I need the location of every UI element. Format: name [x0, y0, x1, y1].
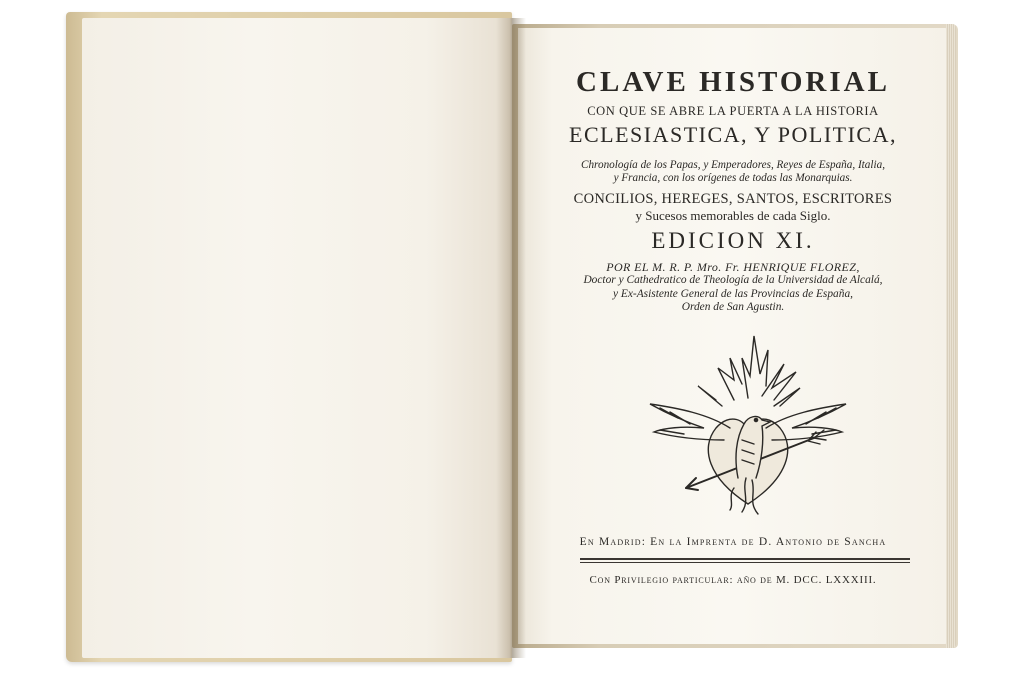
subtitle-line-b: y Francia, con los orígenes de todas las Monarquias.	[613, 172, 853, 184]
subtitle-councils: CONCILIOS, HEREGES, SANTOS, ESCRITORES	[573, 191, 893, 207]
open-book	[66, 10, 958, 664]
double-rule-bottom	[580, 562, 910, 563]
book-title: CLAVE HISTORIAL	[576, 66, 890, 98]
subtitle-line-a: Chronología de los Papas, y Emperadores, Reyes de España, Italia,	[581, 159, 885, 171]
title-line-2: CON QUE SE ABRE LA PUERTA A LA HISTORIA	[587, 104, 879, 118]
imprint-line: En Madrid: En la Imprenta de D. Antonio de Sancha	[579, 536, 887, 548]
double-rule-top	[580, 558, 910, 560]
author-line-4: Orden de San Agustin.	[681, 301, 785, 314]
edition-label: EDICION XI.	[651, 228, 815, 253]
subtitle-chronology	[518, 159, 948, 185]
author-block	[518, 261, 948, 315]
title-page-text	[518, 28, 948, 644]
subtitle-events: y Sucesos memorables de cada Siglo.	[635, 208, 831, 223]
author-line-3: y Ex-Asistente General de las Provincias de España,	[613, 287, 853, 300]
author-line-2: Doctor y Cathedratico de Theología de la Universidad de Alcalá,	[583, 274, 883, 287]
eagle-pierced-heart-icon	[638, 328, 858, 518]
privilege-line: Con Privilegio particular: año de M. DCC. LXXXIII.	[589, 574, 877, 586]
author-line-1: POR EL M. R. P. Mro. Fr. HENRIQUE FLOREZ,	[606, 260, 860, 274]
blank-left-page	[82, 18, 512, 658]
title-line-3: ECLESIASTICA, Y POLITICA,	[569, 122, 897, 147]
